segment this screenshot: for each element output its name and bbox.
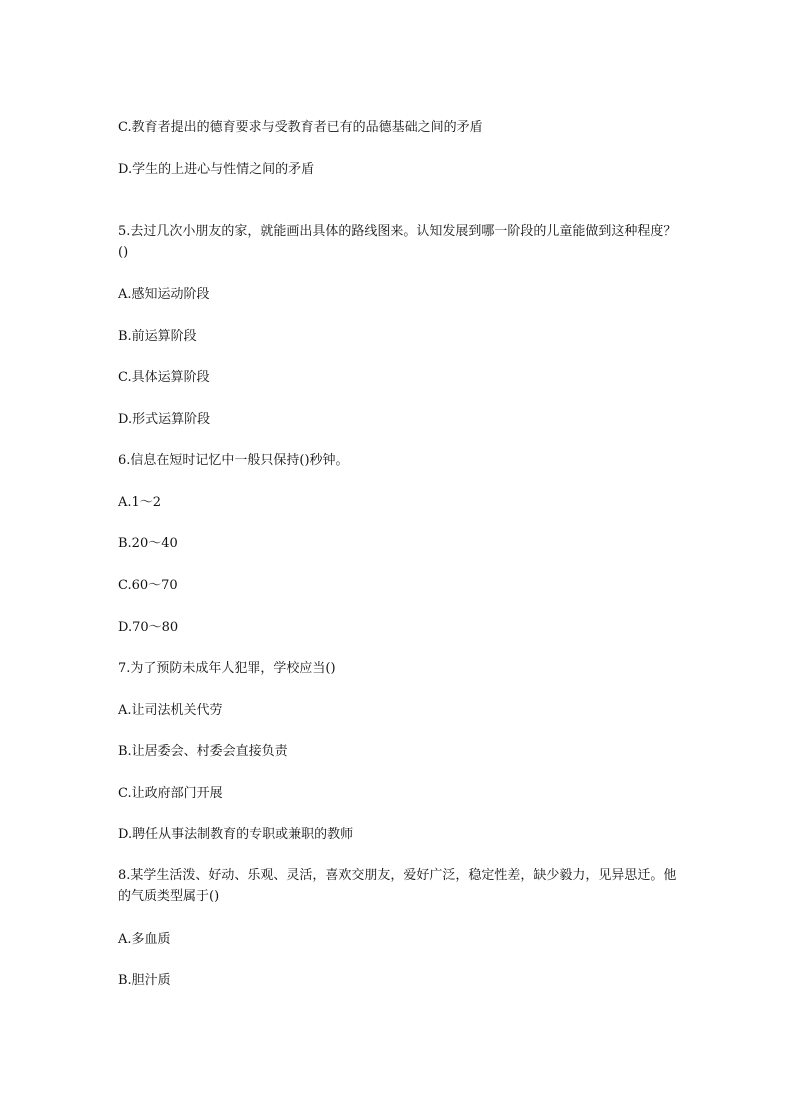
question-7-option-d: D.聘任从事法制教育的专职或兼职的教师 — [118, 827, 354, 842]
question-5-option-c: C.具体运算阶段 — [118, 370, 210, 385]
question-7-option-c: C.让政府部门开展 — [118, 786, 223, 801]
question-5-option-b: B.前运算阶段 — [118, 329, 197, 344]
question-7-option-b: B.让居委会、村委会直接负责 — [118, 744, 288, 759]
question-5: 5.去过几次小朋友的家，就能画出具体的路线图来。认知发展到哪一阶段的儿童能做到这种程度？() — [118, 224, 677, 260]
question-6-option-d: D.70～80 — [118, 620, 179, 635]
question-7-option-a: A.让司法机关代劳 — [118, 703, 223, 718]
question-6-option-c: C.60～70 — [118, 578, 178, 593]
option-c-prev: C.教育者提出的德育要求与受教育者已有的品德基础之间的矛盾 — [118, 120, 483, 135]
question-5-option-d: D.形式运算阶段 — [118, 412, 211, 427]
question-6-option-a: A.1～2 — [118, 495, 162, 510]
question-8: 8.某学生活泼、好动、乐观、灵活，喜欢交朋友，爱好广泛，稳定性差，缺少毅力，见异思迁。他的气质类型属于() — [118, 868, 677, 904]
question-8-option-a: A.多血质 — [118, 932, 171, 947]
question-8-option-b: B.胆汁质 — [118, 973, 171, 988]
question-6-option-b: B.20～40 — [118, 536, 178, 551]
option-d-prev: D.学生的上进心与性情之间的矛盾 — [118, 162, 315, 177]
question-6: 6.信息在短时记忆中一般只保持()秒钟。 — [118, 453, 349, 468]
question-5-option-a: A.感知运动阶段 — [118, 287, 210, 302]
question-7: 7.为了预防未成年人犯罪，学校应当() — [118, 661, 336, 676]
